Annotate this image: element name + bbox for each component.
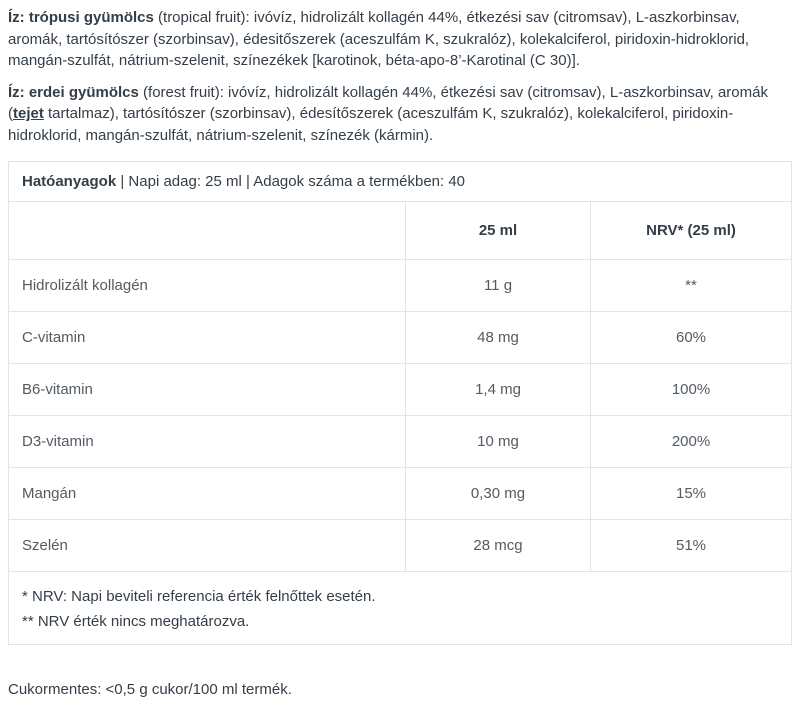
actives-header <box>9 162 791 202</box>
actives-title: Hatóanyagok <box>22 173 117 190</box>
table-header-row <box>9 202 791 260</box>
nutrient-name: D3-vitamin <box>22 433 94 450</box>
table-row-collagen <box>9 260 791 312</box>
nutrient-name: C-vitamin <box>22 329 86 346</box>
flavor-forest-lead: Íz: erdei gyümölcs <box>8 83 139 101</box>
nutrient-nrv: ** <box>590 260 791 311</box>
flavor-forest-ingredients-2: tartalmaz), tartósítószer (szorbinsav), édesítőszerek (aceszulfám K, szukralóz), kolekalciferol, piridoxin-hidroklorid, mangán-szulfát, nátrium-szelenit, színezék (kármin). <box>8 105 734 144</box>
allergen-milk-highlight: tejet <box>13 105 44 122</box>
table-row-manganese <box>9 468 791 520</box>
nutrient-amount: 1,4 mg <box>405 364 590 415</box>
flavor-tropical-lead: Íz: trópusi gyümölcs <box>8 9 154 26</box>
actives-box <box>8 161 792 645</box>
nutrient-nrv: 51% <box>590 520 791 571</box>
nutrient-name: Hidrolizált kollagén <box>22 277 148 294</box>
footnote-nrv-definition: * NRV: Napi beviteli referencia érték felnőttek esetén. <box>22 588 376 605</box>
nutrient-nrv: 100% <box>590 364 791 415</box>
nutrient-name: Mangán <box>22 485 77 502</box>
nutrient-amount: 0,30 mg <box>405 468 590 519</box>
column-header-nutrient <box>9 202 405 259</box>
table-row-vitamin-c <box>9 312 791 364</box>
nutrient-nrv: 200% <box>590 416 791 467</box>
table-row-vitamin-b6 <box>9 364 791 416</box>
paragraph-flavor-forest <box>8 82 792 147</box>
nutrient-amount: 28 mcg <box>405 520 590 571</box>
flavor-tropical-ingredients: (tropical fruit): ivóvíz, hidrolizált kollagén 44%, étkezési sav (citromsav), L-aszkorbinsav, aromák, tartósítószer (szorbinsav), édesitőszerek (aceszulfám K, szukralóz), kolekalciferol, piridoxin-hidroklorid, mangán-szulfát, nátrium-szelenit, színezékek [karotinok, béta-apo-8’-Karotinal (C 30)]. <box>8 9 750 69</box>
nutrient-nrv: 15% <box>590 468 791 519</box>
nutrient-amount: 11 g <box>405 260 590 311</box>
nutrient-name: B6-vitamin <box>22 381 93 398</box>
table-row-selenium <box>9 520 791 572</box>
nutrient-name: Szelén <box>22 537 68 554</box>
footnote-nrv-undefined: ** NRV érték nincs meghatározva. <box>22 613 250 630</box>
sugar-free-note: Cukormentes: <0,5 g cukor/100 ml termék. <box>8 681 292 698</box>
footnotes <box>9 572 791 644</box>
table-row-vitamin-d3 <box>9 416 791 468</box>
column-header-nrv: NRV* (25 ml) <box>590 202 791 259</box>
nutrient-nrv: 60% <box>590 312 791 363</box>
nutrient-amount: 10 mg <box>405 416 590 467</box>
column-header-amount: 25 ml <box>405 202 590 259</box>
paragraph-flavor-tropical <box>8 7 792 72</box>
flavor-forest-ingredients-1: (forest fruit): ivóvíz, hidrolizált kollagén 44%, étkezési sav (citromsav), L-aszkorbinsav, aromák ( <box>8 83 768 122</box>
nutrient-amount: 48 mg <box>405 312 590 363</box>
actives-serving-info: | Napi adag: 25 ml | Adagok száma a termékben: 40 <box>116 173 466 190</box>
